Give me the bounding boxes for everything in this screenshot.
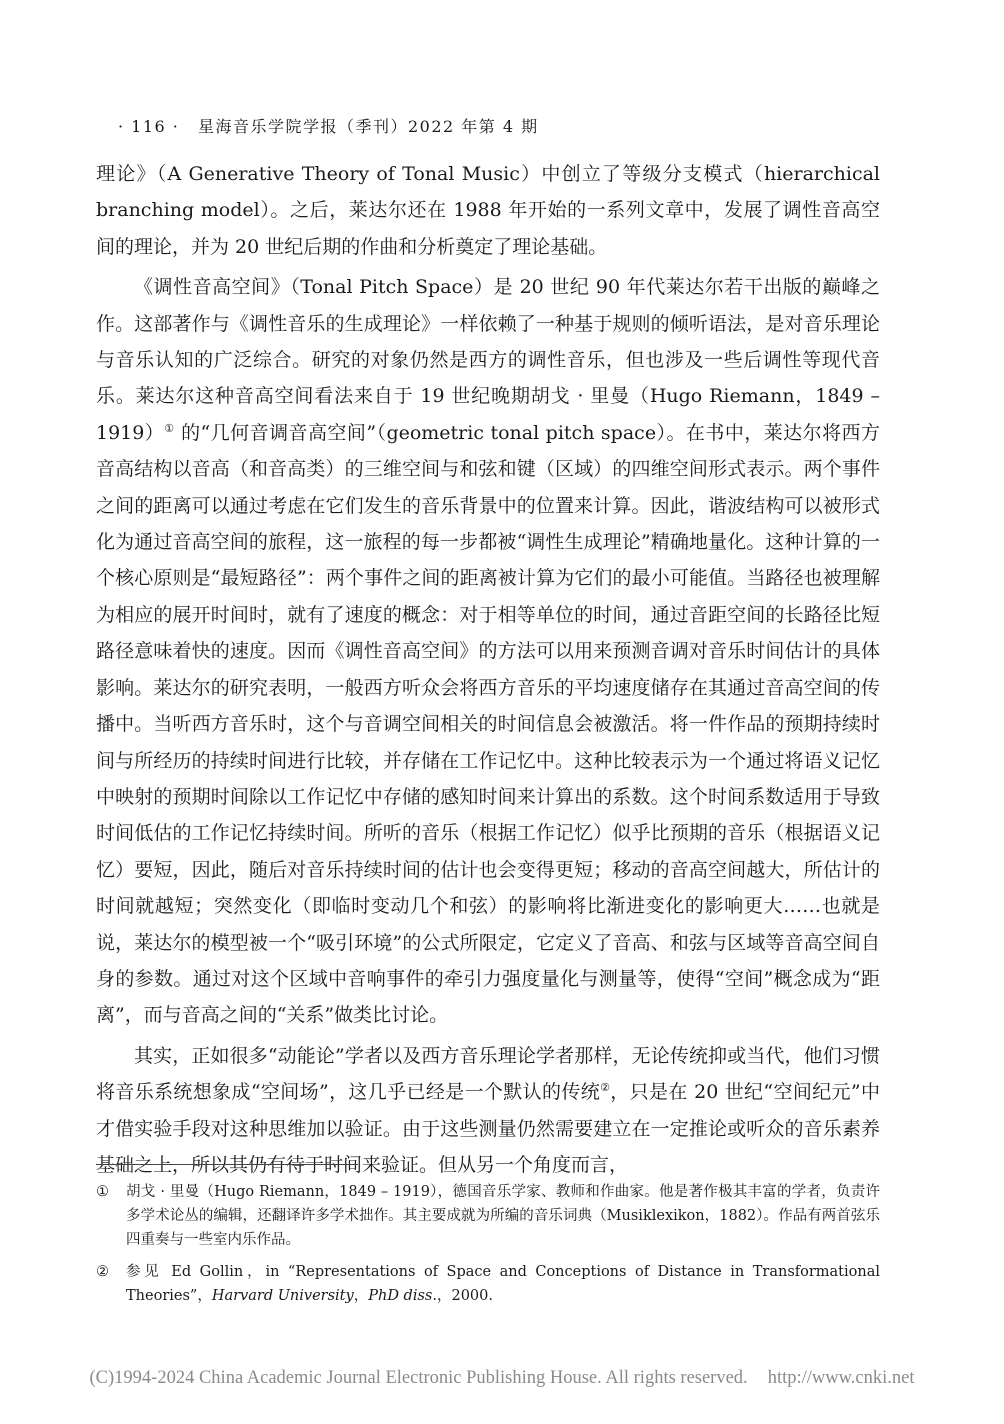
- copyright-text: (C)1994-2024 China Academic Journal Electronic Publishing House. All rights reserved.: [89, 1368, 748, 1388]
- footnote-2: [96, 1260, 880, 1308]
- paragraph-2: [96, 269, 880, 1034]
- paragraph-3-text-b: ，只是在 20 世纪“空间纪元”中才借实验手段对这种思维加以验证。由于这些测量仍然需要建立在一定推论或听众的音乐素养基础之上，所以其仍有待于时间来验证。但从另一个角度而言，: [96, 1081, 880, 1176]
- cnki-url[interactable]: http://www.cnki.net: [767, 1368, 915, 1388]
- paragraph-3-text-a: 其实，正如很多“动能论”学者以及西方音乐理论学者那样，无论传统抑或当代，他们习惯将音乐系统想象成“空间场”，这几乎已经是一个默认的传统: [96, 1044, 880, 1104]
- footnote-1-text: 胡戈 · 里曼（Hugo Riemann，1849 – 1919），德国音乐学家、教师和作曲家。他是著作极其丰富的学者，负责许多学术论丛的编辑，还翻译许多学术拙作。其主要成就为所编的音乐词典（Musiklexikon，1882）。作品有两首弦乐四重奏与一些室内乐作品。: [126, 1184, 880, 1248]
- paragraph-2-text-b: 的“几何音调音高空间”（geometric tonal pitch space）。在书中，莱达尔将西方音高结构以音高（和音高类）的三维空间与和弦和键（区域）的四维空间形式表示。两个事件之间的距离可以通过考虑在它们发生的音乐背景中的位置来计算。因此，谐波结构可以被形式化为通过音高空间的旅程，这一旅程的每一步都被“调性生成理论”精确地量化。这种计算的一个核心原则是“最短路径”：两个事件之间的距离被计算为它们的最小可能值。当路径也被理解为相应的展开时间时，就有了速度的概念：对于相等单位的时间，通过音距空间的长路径比短路径意味着快的速度。因而《调性音高空间》的方法可以用来预测音调对音乐时间估计的具体影响。莱达尔的研究表明，一般西方听众会将西方音乐的平均速度储存在其通过音高空间的传播中。当听西方音乐时，这个与音调空间相关的时间信息会被激活。将一件作品的预期持续时间与所经历的持续时间进行比较，并存储在工作记忆中。这种比较表示为一个通过将语义记忆中映射的预期时间除以工作记忆中存储的感知时间来计算出的系数。这个时间系数适用于导致时间低估的工作记忆持续时间。所听的音乐（根据工作记忆）似乎比预期的音乐（根据语义记忆）要短，因此，随后对音乐持续时间的估计也会变得更短；移动的音高空间越大，所估计的时间就越短；突然变化（即临时变动几个和弦）的影响将比渐进变化的影响更大……也就是说，莱达尔的模型被一个“吸引环境”的公式所限定，它定义了音高、和弦与区域等音高空间自身的参数。通过对这个区域中音响事件的牵引力强度量化与测量等，使得“空间”概念成为“距离”，而与音高之间的“关系”做类比讨论。: [96, 421, 880, 1027]
- footnote-ref-1[interactable]: ①: [164, 421, 175, 435]
- footnote-2-degree: PhD diss.: [368, 1288, 437, 1304]
- footnote-1-marker: ①: [96, 1184, 109, 1200]
- paragraph-1: 理论》（A Generative Theory of Tonal Music）中创立了等级分支模式（hierarchical branching model）。之后，莱达尔还在 1988 年开始的一系列文章中，发展了调性音高空间的理论，并为 20 世纪后期的作曲和分析奠定了理论基础。: [96, 163, 880, 258]
- paragraph-2-text-a: 《调性音高空间》（Tonal Pitch Space）是 20 世纪 90 年代莱达尔若干出版的巅峰之作。这部著作与《调性音乐的生成理论》一样依赖了一种基于规则的倾听语法，是对音乐理论与音乐认知的广泛综合。研究的对象仍然是西方的调性音乐，但也涉及一些后调性等现代音乐。莱达尔这种音高空间看法来自于 19 世纪晚期胡戈 · 里曼（Hugo Riemann，1849 – 1919）: [96, 276, 880, 444]
- journal-title: 星海音乐学院学报（季刊）2022 年第 4 期: [197, 117, 539, 136]
- footnote-2-year: ，2000.: [436, 1288, 493, 1304]
- footnote-ref-2[interactable]: ②: [600, 1081, 611, 1095]
- page-number: · 116 ·: [118, 117, 180, 136]
- footnote-2-text: 参见 Ed Gollin，in “Representations of Space and Conceptions of Distance in Transformational Theories”，: [126, 1264, 880, 1304]
- copyright-footer: [8, 1368, 996, 1389]
- footnote-divider: [96, 1164, 358, 1165]
- footnote-2-institution: Harvard University: [211, 1288, 354, 1304]
- running-header: [118, 114, 539, 137]
- footnotes: [96, 1180, 880, 1316]
- footnote-2-marker: ②: [96, 1264, 109, 1280]
- body-text: [96, 156, 880, 1183]
- paragraph-3: [96, 1038, 880, 1184]
- footnote-1: [96, 1180, 880, 1252]
- footnote-2-comma: ，: [353, 1288, 369, 1304]
